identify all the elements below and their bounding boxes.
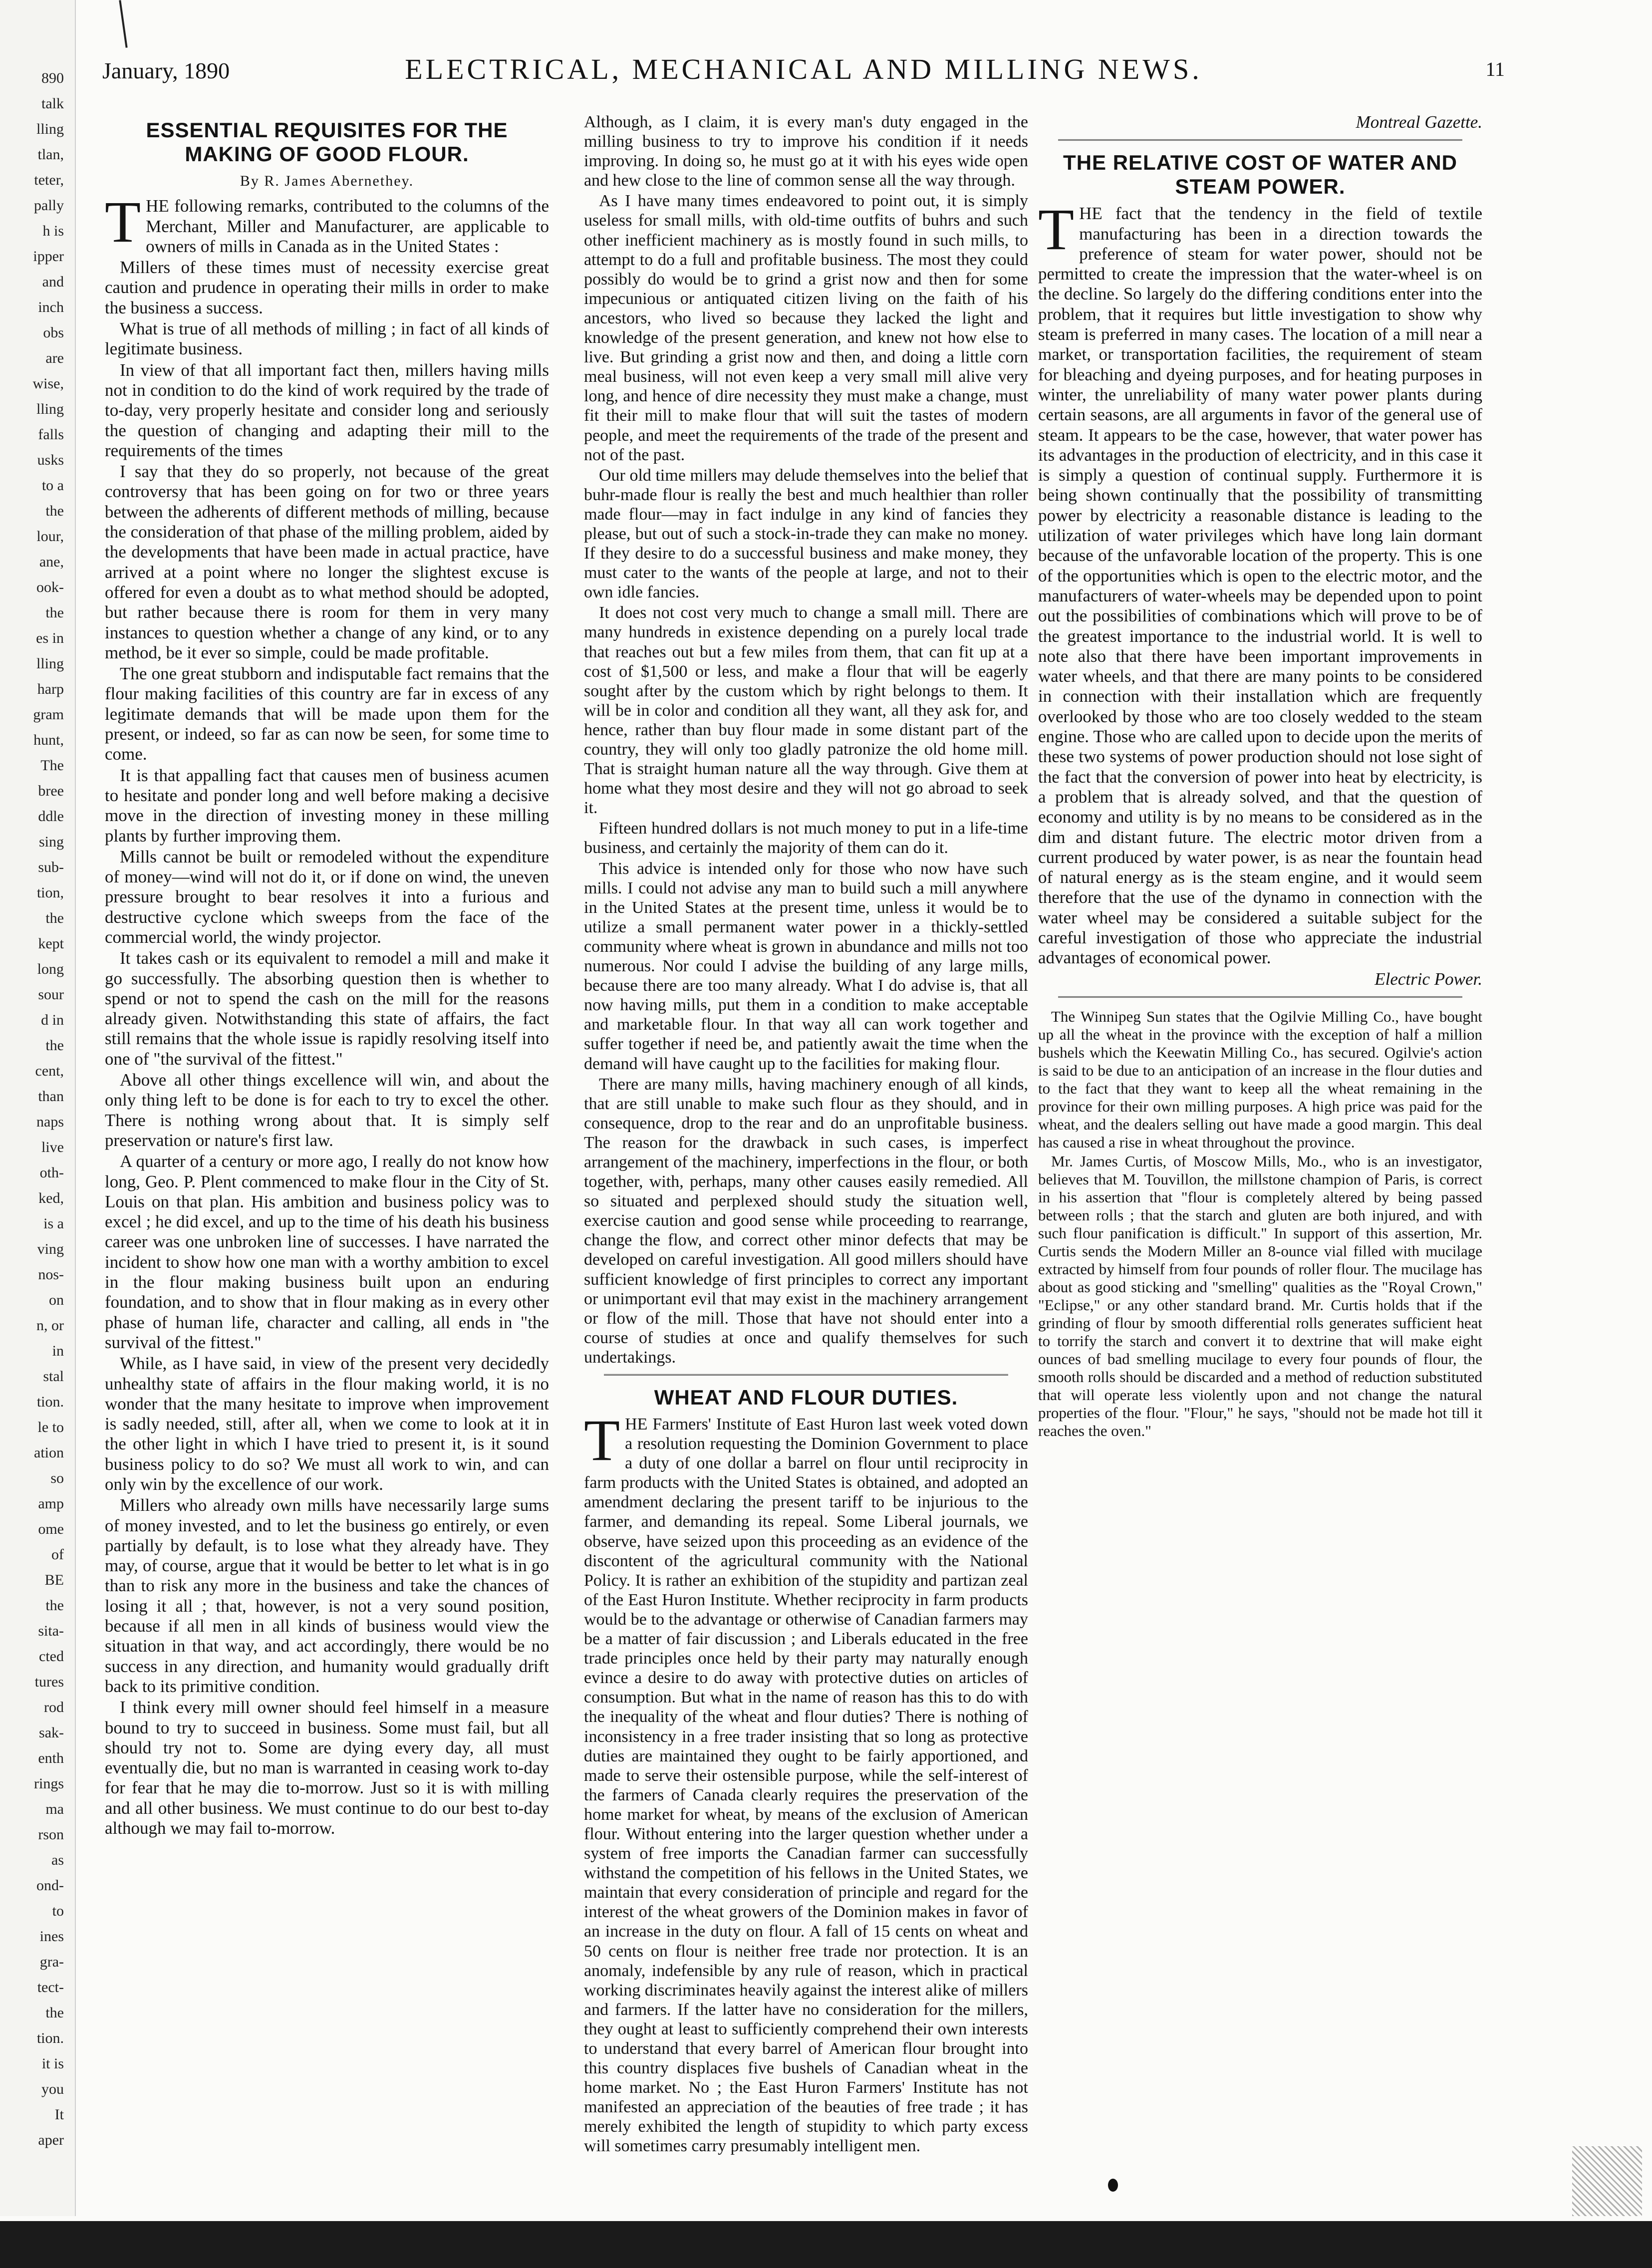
margin-fragment: d in [41, 1012, 64, 1028]
article-paragraph: This advice is intended only for those who now have such mills. I could not advise any man to build such a mill anywhere in the United States at the present time, unless it would be to utilize a small permanent water power in a thickly-settled community where wheat is grown in abundance and mills not too numerous. Nor could I advise the building of any large mills, because there are too many already. What I do advise is, that all now having mills, put them in a condition to make acceptable and marketable flour. In that way all can work together and suffer together if need be, and patiently await the time when the demand will have caught up to the facilities for making flour. [584, 859, 1028, 1073]
drop-cap: T [584, 1408, 620, 1473]
column-2 [584, 112, 1028, 2157]
margin-fragment: talk [41, 95, 64, 112]
article-paragraph: I think every mill owner should feel himself in a measure bound to try to succeed in business. Some must fail, but all should try not to. Some are dying every day, all must eventually die, but no man is warranted in ceasing work to-day for fear that he may die to-morrow. Just so it is with milling and all other business. We must continue to do our best to-day although we may fail to-morrow. [105, 1698, 549, 1838]
margin-fragment: the [45, 910, 64, 926]
margin-fragment: es in [36, 630, 64, 646]
adjacent-page-margin [0, 0, 76, 2216]
article-paragraph: THE following remarks, contributed to the columns of the Merchant, Miller and Manufacturer, are applicable to owners of mills in Canada as in the United States : [105, 189, 549, 256]
margin-fragment: aper [38, 2132, 64, 2148]
margin-fragment: The [40, 757, 64, 774]
margin-fragment: lling [36, 121, 64, 137]
margin-fragment: kept [38, 935, 64, 952]
margin-fragment: ome [38, 1521, 64, 1537]
scan-bottom-edge [0, 2221, 1652, 2268]
margin-fragment: oth- [39, 1164, 64, 1181]
margin-fragment: than [38, 1088, 64, 1105]
margin-fragment: live [41, 1139, 64, 1155]
article-source: Electric Power. [1375, 969, 1482, 989]
margin-fragment: the [45, 503, 64, 519]
article-paragraph: It takes cash or its equivalent to remodel a mill and make it go successfully. The absorbing question then is whether to spend or not to spend the cash on the mill for the reasons already given. Notwithstanding this state of affairs, the fact still remains that the whole issue is rapidly resolving itself into one of "the survival of the fittest." [105, 948, 549, 1069]
margin-fragment: in [52, 1343, 64, 1359]
margin-fragment: tlan, [37, 146, 64, 163]
margin-fragment: the [45, 2004, 64, 2021]
margin-fragment: n, or [36, 1317, 64, 1334]
margin-fragment: to [52, 1903, 64, 1919]
issue-date: January, 1890 [102, 58, 230, 83]
margin-fragment: so [50, 1470, 64, 1486]
margin-fragment: the [45, 604, 64, 621]
margin-fragment: lour, [36, 528, 64, 545]
margin-fragment: and [42, 274, 64, 290]
article-byline: By R. James Abernethey. [240, 173, 414, 189]
margin-fragment: amp [38, 1495, 64, 1512]
margin-fragment: the [45, 1037, 64, 1054]
margin-fragment: h is [42, 223, 64, 239]
scan-pen-mark [119, 0, 127, 48]
margin-fragment: is a [43, 1215, 64, 1232]
margin-fragment: long [37, 961, 64, 977]
margin-fragment: tion. [36, 2030, 64, 2046]
section-divider [1058, 996, 1462, 1001]
article-paragraph: Although, as I claim, it is every man's duty engaged in the milling business to try to improve his condition if it needs improving. In doing so, he must go at it with his eyes wide open and hew close to the line of common sense all the way through. [584, 113, 1028, 190]
article-paragraph: Above all other things excellence will win, and about the only thing left to be done is for each to try to excel the other. There is nothing wrong about that. It is simply self preservation or nature's first law. [105, 1070, 549, 1150]
article-paragraph: THE fact that the tendency in the field of textile manufacturing has been in a direction towards the preference of steam for water power, should not be permitted to create the impression that the water-wheel is on the decline. So largely do the differing conditions enter into the problem, that it requires but little investigation to show why steam is preferred in many cases. The location of a mill near a market, or transportation facilities, the requirement of steam for bleaching and dyeing purposes, and for heating purposes in winter, the unreliability of many water power plants during certain seasons, are all arguments in favor of the general use of steam. It appears to be the case, however, that water power has its advantages in the production of electricity, and in this case it is simply a question of continual supply. Furthermore it is being shown continually that the possibility of transmitting power by electricity a reasonable distance is leading to the utilization of water privileges which have long lain dormant because of the unfavorable location of the property. This is one of the opportunities which is open to the electric motor, and the manufacturers of water-wheels may be depended upon to point out the possibilities of combinations which will prove to be of the greatest importance to the industrial world. It is well to note also that there have been important improvements in water wheels, and that there are many points to be considered in connection with their installation which are frequently overlooked by those who are too closely wedded to the steam engine. Those who are called upon to decide upon the merits of these two systems of power production should not lose sight of the fact that the conversion of power into heat by electricity, is a problem that is already solved, and that the question of economy and utility is by no means to be considered as in the dim and distant future. The electric motor driven from a current produced by water power, is as near the fountain head of natural energy as is the steam engine, and it would seem therefore that the use of the dynamo in connection with the water wheel may be considered a suitable subject for the careful investigation of those who appreciate the industrial advantages of economical power. [1038, 197, 1482, 968]
margin-fragment: rings [34, 1775, 64, 1792]
article-paragraph: As I have many times endeavored to point out, it is simply useless for small mills, with old-time outfits of buhrs and such other inefficient machinery as is mostly found in such mills, to attempt to do a full and profitable business. The most they could possibly do would be to grind a grist now and then for some impecunious or antiquated citizen living on the faith of his ancestors, who lived so because they lacked the light and knowledge of the present generation, and knew not how else to live. But grinding a grist now and then, and doing a little corn meal business, will not even keep a very small mill alive very long, and hence of dire necessity they must make a change, must fit their mill to make flour that will suit the tastes of modern people, and meet the requirements of the trade of the present and not of the past. [584, 192, 1028, 464]
margin-fragment: ma [45, 1801, 64, 1817]
article-paragraph: The one great stubborn and indisputable fact remains that the flour making facilities of this country are far in excess of any legitimate demands that will be made upon them for the present, or indeed, so far as can now be seen, for some time to come. [105, 664, 549, 764]
article-paragraph: Mills cannot be built or remodeled without the expenditure of money—wind will not do it, or if done on wind, the uneven pressure brought to bear resolves it into a furious and destructive cyclone which sweeps from the face of the commercial world, the windy projector. [105, 847, 549, 947]
article-headline-duties: WHEAT AND FLOUR DUTIES. [654, 1386, 958, 1409]
margin-fragment: on [49, 1292, 64, 1308]
margin-fragment: sour [38, 986, 64, 1003]
margin-fragment: ked, [38, 1190, 64, 1206]
margin-fragment: tion, [36, 884, 64, 901]
margin-fragment: BE [44, 1572, 64, 1588]
margin-fragment: it is [41, 2055, 64, 2072]
margin-fragment: sing [38, 834, 64, 850]
margin-fragment: bree [38, 783, 64, 799]
article-headline-flour: ESSENTIAL REQUISITES FOR THE MAKING OF GOOD FLOUR. [146, 118, 508, 166]
margin-fragment: as [51, 1852, 64, 1868]
margin-fragment: 890 [41, 70, 64, 86]
margin-fragment: ond- [36, 1877, 64, 1894]
margin-fragment: tion. [36, 1394, 64, 1410]
article-paragraph: It does not cost very much to change a small mill. There are many hundreds in existence depending on a purely local trade that reaches out but a few miles from them, that can fit up at a cost of $1,500 or less, and make a flour that will be eagerly sought after by the custom which by right belongs to them. It will be in color and condition all they want, all they ask for, and hence, rather than buy flour made in some distant part of the country, they will only too gladly patronize the old home mill. That is straight human nature all the way through. Give them at home what they most desire and they will not go abroad to seek it. [584, 603, 1028, 818]
article-paragraph: What is true of all methods of milling ; in fact of all kinds of legitimate business. [105, 319, 549, 359]
margin-fragment: cted [39, 1648, 64, 1665]
margin-fragment: of [51, 1546, 64, 1563]
margin-fragment: wise, [32, 375, 64, 392]
margin-fragment: harp [37, 681, 64, 697]
article-headline-water: THE RELATIVE COST OF WATER AND STEAM POWER. [1063, 151, 1457, 199]
article-paragraph: There are many mills, having machinery enough of all kinds, that are still unable to make such flour as they should, and in consequence, drop to the rear and do an unprofitable business. The reason for the drawback in such cases, is imperfect arrangement of the machinery, imperfections in the flour, or both together, with, perhaps, many other causes easily remedied. All so situated and perplexed should study the situation well, exercise caution and good sense while proceeding to rearrange, change the flow, and correct other minor defects that may be developed on careful investigation. All good millers should have sufficient knowledge of first principles to correct any important or unimportant evil that may exist in the machinery arrangement or flow of the mill. Those that have not should enter into a course of studies at once and qualify themselves for such undertakings. [584, 1075, 1028, 1367]
article-paragraph: Millers of these times must of necessity exercise great caution and prudence in operating their mills in order to make the business a success. [105, 258, 549, 317]
margin-fragment: enth [38, 1750, 64, 1766]
margin-fragment: cent, [35, 1063, 64, 1079]
article-paragraph: THE Farmers' Institute of East Huron last week voted down a resolution requesting the Dominion Government to place a duty of one dollar a barrel on flour until reciprocity in farm products with the United States is obtained, and adopted an amendment declaring the present tariff to be injurious to the farmer, and demanding its repeal. Some Liberal journals, we observe, have seized upon this proceeding as an evidence of the discontent of the agricultural community with the National Policy. It is rather an exhibition of the stupidity and partizan zeal of the East Huron Institute. Whether reciprocity in farm products would be to the advantage or otherwise of Canadian farmers may be a matter of fair discussion ; and Liberals educated in the free trade principles once held by their party may naturally enough evince a desire to do away with protective duties on articles of consumption. But what in the name of reason has this to do with the inequality of the wheat and flour duties? There is nothing of inconsistency in a free trader insisting that so long as protective duties are maintained they ought to be fairly apportioned, and made to serve their ostensible purpose, while the self-interest of the farmers of Canada clearly requires the preservation of the home market for wheat, by means of the exclusion of American flour. Without entering into the larger question whether under a system of free imports the Canadian farmer can successfully withstand the competition of his fellows in the United States, we maintain that every consideration of principle and regard for the interest of the wheat growers of the Dominion makes in favor of an increase in the duty on flour. A fall of 15 cents on wheat and 50 cents on flour is neither free trade nor protection. It is an anomaly, indefensible by any rule of reason, which in practical working discriminates heavily against the interest alike of millers and farmers. If the latter have no consideration for the millers, they ought at least to sufficiently comprehend their own interests to understand that every barrel of American flour brought into this country displaces five bushels of Canadian wheat in the home market. No ; the East Huron Farmers' Institute has not manifested an appreciation of the beauties of free trade ; it has merely exhibited the length of stupidity to which party excess will sometimes carry presumably intelligent men. [584, 1408, 1028, 2156]
margin-fragment: pally [34, 197, 64, 214]
margin-fragment: nos- [38, 1266, 64, 1283]
margin-fragment: the [45, 1597, 64, 1614]
margin-fragment: ddle [38, 808, 64, 825]
margin-fragment: le to [37, 1419, 64, 1435]
margin-fragment: naps [36, 1114, 64, 1130]
column-1 [105, 112, 549, 1839]
margin-fragment: It [54, 2106, 64, 2123]
article-paragraph: It is that appalling fact that causes men of business acumen to hesitate and ponder long and well before making a decisive move in the direction of investing money in these milling plants by further improving them. [105, 765, 549, 846]
article-paragraph: In view of that all important fact then, millers having mills not in condition to do the kind of work required by the trade of to-day, very properly hesitate and consider long and seriously the question of changing and adapting their mill to the requirements of the times [105, 360, 549, 460]
drop-cap: T [1038, 197, 1075, 263]
margin-fragment: inch [38, 299, 64, 315]
margin-fragment: tect- [37, 1979, 64, 1995]
newspaper-title: ELECTRICAL, MECHANICAL AND MILLING NEWS. [405, 53, 1202, 85]
margin-fragment: sak- [39, 1724, 64, 1741]
margin-fragment: gra- [39, 1954, 64, 1970]
page-number: 11 [1485, 58, 1505, 80]
margin-fragment: ipper [33, 248, 64, 265]
article-paragraph: While, as I have said, in view of the present very decidedly unhealthy state of affairs in the flour making world, it is no wonder that the many hesitate to improve when improvement is sadly needed, still, after all, when we come to look at it in the other light in which I have tried to present it, is it sound business policy to do so? We must all work to win, and can only win by the excellence of our work. [105, 1354, 549, 1494]
margin-fragment: ines [39, 1928, 64, 1945]
margin-fragment: you [41, 2081, 64, 2097]
article-paragraph: Our old time millers may delude themselves into the belief that buhr-made flour is really the best and much healthier than roller made flour—may in fact indulge in any kind of fancies they please, but out of such a stock-in-trade they can make no money. If they desire to do a successful business and make money, they must cater to the wants of the people at large, and not to their own idle fancies. [584, 466, 1028, 602]
margin-fragment: to a [41, 477, 64, 494]
article-paragraph: Millers who already own mills have necessarily large sums of money invested, and to let the business go entirely, or even partially by default, is to lose what they already have. They may, of course, argue that it would be better to let what is in go than to risk any more in the business and take the chances of losing it all ; that, however, is not a very sound position, because if all men in all kinds of business would view the situation in that way, and act accordingly, there would be no success in any direction, and humanity would gradually drift back to its primitive condition. [105, 1495, 549, 1696]
margin-fragment: are [45, 350, 64, 366]
margin-fragment: ane, [39, 554, 64, 570]
page-header [102, 52, 1505, 92]
margin-fragment: ving [37, 1241, 64, 1257]
article-paragraph: A quarter of a century or more ago, I really do not know how long, Geo. P. Plent commenced to make flour in the City of St. Louis on that plan. His ambition and business policy was to excel ; he did excel, and up to the time of his death his business career was one unbroken line of successes. I have narrated the incident to show how one man with a worthy ambition to excel in the flour making business built upon an enduring foundation, and to show that in flour making as in every other phase of human life, character and calling, all ends in "the survival of the fittest." [105, 1151, 549, 1352]
margin-fragment: lling [36, 655, 64, 672]
margin-fragment: usks [37, 452, 64, 468]
margin-fragment: tures [34, 1674, 64, 1690]
margin-fragment: obs [43, 324, 64, 341]
news-note: The Winnipeg Sun states that the Ogilvie Milling Co., have bought up all the wheat in the province with the exception of half a million bushels which the Keewatin Milling Co., has secured. Ogilvie's action is said to be due to an anticipation of an increase in the flour duties and to the fact that they want to keep all the wheat remaining in the province for their own milling purposes. A high price was paid for the wheat, and the dealers selling out have made a good margin. This deal has caused a rise in wheat throughout the province. [1038, 1007, 1482, 1151]
section-divider [1058, 139, 1462, 144]
ink-spot [1108, 2179, 1118, 2192]
margin-fragment: hunt, [33, 732, 64, 748]
scan-noise [1572, 2146, 1642, 2216]
margin-fragment: falls [38, 426, 64, 443]
margin-fragment: lling [36, 401, 64, 417]
margin-fragment: ation [34, 1444, 64, 1461]
margin-fragment: rod [44, 1699, 64, 1715]
margin-fragment: sub- [38, 859, 64, 875]
news-notes [1038, 1008, 1482, 1440]
article-source: Montreal Gazette. [1356, 112, 1482, 132]
margin-fragment: teter, [34, 172, 64, 188]
article-paragraph: Fifteen hundred dollars is not much money to put in a life-time business, and certainly the majority of them can do it. [584, 819, 1028, 857]
article-paragraph: I say that they do so properly, not because of the great controversy that has been going on for two or three years between the adherents of different methods of milling, because the consideration of that phase of the milling problem, aided by the developments that have been made in actual practice, have arrived at a point where no longer the slightest excuse is offered for even a doubt as to what method should be adopted, but rather because there is room for them in very many instances to question whether a change of any kind, or to any method, be it ever so simple, could be made profitable. [105, 462, 549, 662]
margin-fragment: stal [43, 1368, 64, 1385]
column-3 [1038, 112, 1482, 1441]
drop-cap: T [105, 189, 141, 255]
section-divider [604, 1374, 1008, 1379]
margin-fragment: sita- [38, 1623, 64, 1639]
margin-fragment: rson [38, 1826, 64, 1843]
margin-fragment: gram [33, 706, 64, 723]
news-note: Mr. James Curtis, of Moscow Mills, Mo., who is an investigator, believes that M. Touvillon, the millstone champion of Paris, is correct in his assertion that "flour is completely altered by being passed between rolls ; that the starch and gluten are both injured, and with such flour panification is difficult." In support of this assertion, Mr. Curtis sends the Modern Miller an 8-ounce vial filled with mucilage extracted by himself from four pounds of roller flour. The mucilage has about as good sticking and "smelling" qualities as the "Royal Crown," "Eclipse," or any other standard brand. Mr. Curtis holds that if the grinding of flour by smooth differential rolls generates sufficient heat to torrify the starch and convert it to dextrine that will make eight ounces of bad smelling mucilage to every four pounds of flour, the smooth rolls should be discarded and a method of reduction substituted that will operate less violently upon and not change the natural properties of the flour. "Flour," he says, "should not be made hot till it reaches the oven." [1038, 1152, 1482, 1439]
margin-fragment: ook- [36, 579, 64, 595]
